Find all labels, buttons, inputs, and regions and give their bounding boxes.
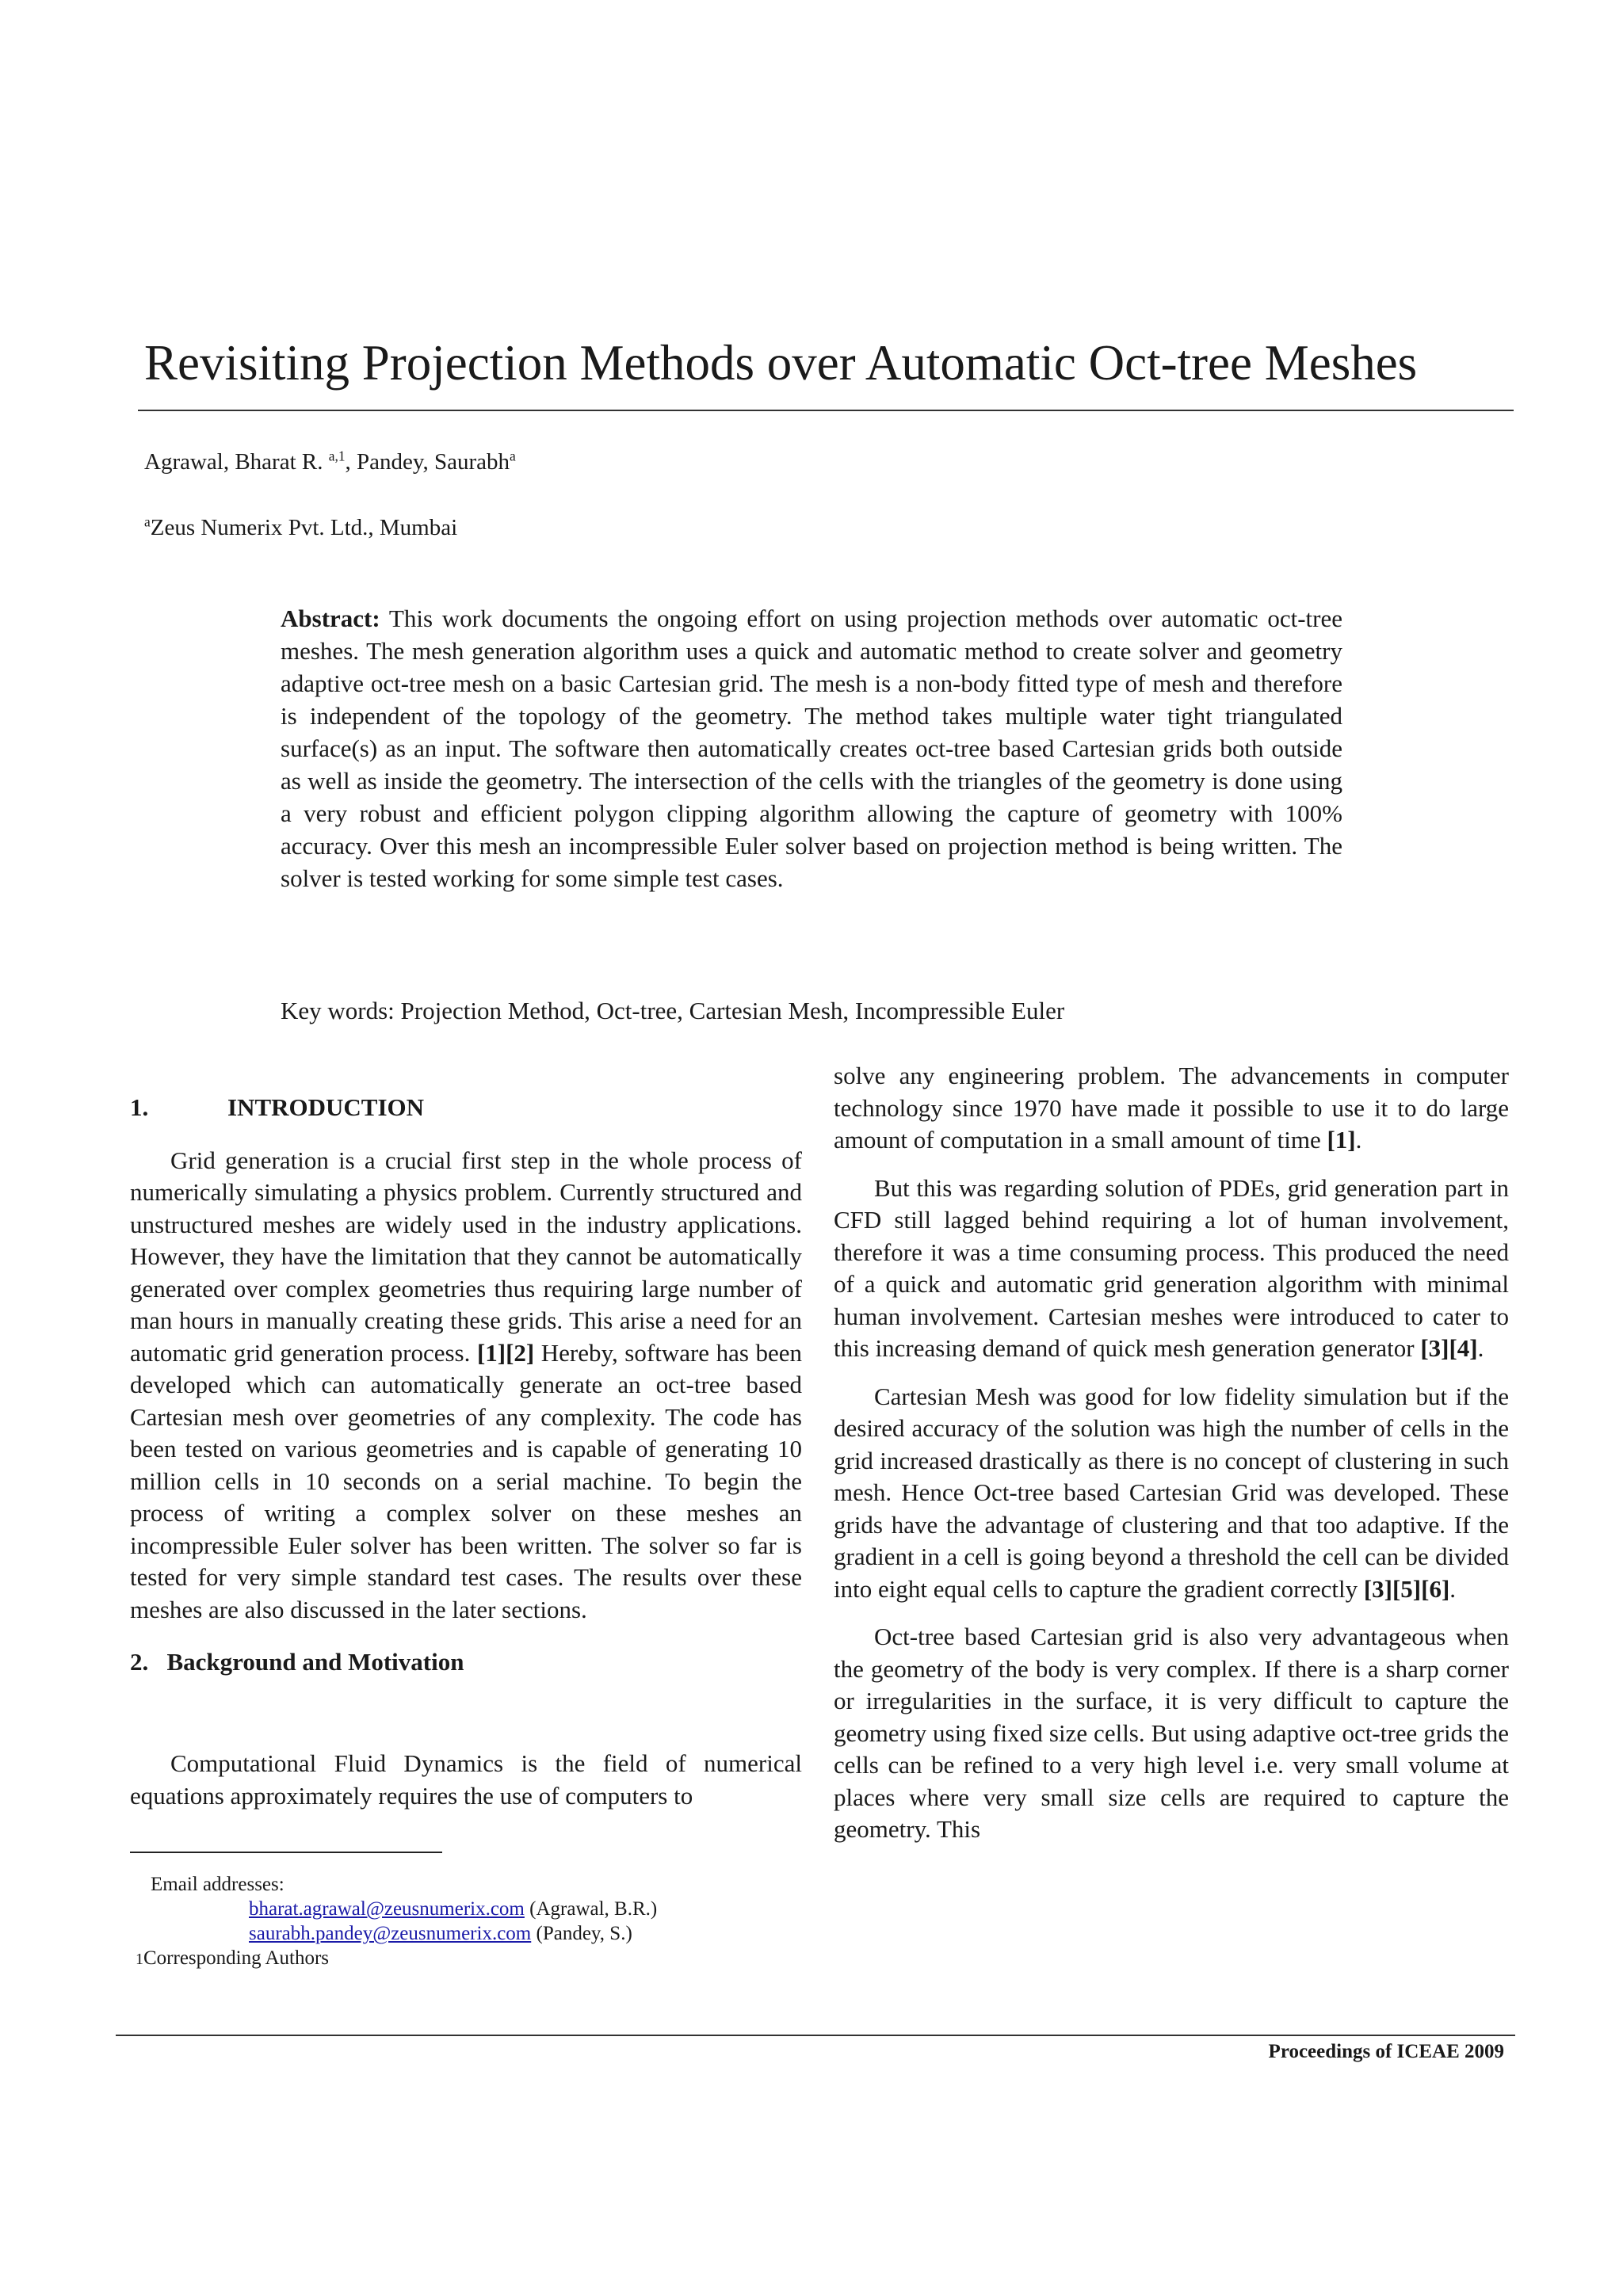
author-1: Agrawal, Bharat R. xyxy=(144,449,329,475)
author-separator: , xyxy=(345,449,357,475)
citation: [3][5][6] xyxy=(1363,1574,1450,1603)
keywords: Key words: Projection Method, Oct-tree, Cartesian Mesh, Incompressible Euler xyxy=(281,997,1065,1024)
email-link-2[interactable]: saurabh.pandey@zeusnumerix.com xyxy=(249,1923,532,1944)
section-1-number: 1. xyxy=(130,1093,149,1121)
citation: [3][4] xyxy=(1420,1334,1478,1362)
abstract xyxy=(281,602,1342,894)
email-entry-2 xyxy=(151,1921,657,1946)
section-2-p1-left: Computational Fluid Dynamics is the field of numerical equations approximately requires the use of computers to xyxy=(130,1749,802,1810)
section-1-paragraph xyxy=(130,1145,802,1627)
affiliation-text: Zeus Numerix Pvt. Ltd., Mumbai xyxy=(150,515,458,540)
citation: [1][2] xyxy=(476,1338,535,1367)
email-label: Email addresses: xyxy=(151,1874,285,1895)
footnotes xyxy=(136,1872,658,1972)
footer-divider xyxy=(116,2035,1515,2036)
corresponding-text: Corresponding Authors xyxy=(143,1947,330,1969)
section-1-heading xyxy=(130,1092,802,1124)
proceedings-footer: Proceedings of ICEAE 2009 xyxy=(1268,2041,1504,2062)
email-entry-1 xyxy=(151,1897,657,1921)
paper-title: Revisiting Projection Methods over Automatic Oct-tree Meshes xyxy=(144,335,1418,391)
section-2-p2 xyxy=(834,1173,1509,1365)
section-1-text-a: Grid generation is a crucial first step in the whole process of numerically simulating a physics problem. Currently structured and unstructured meshes are widely used in the industry applications. However, they have the limitation that they cannot be automatically generated over complex geometries thus requiring large number of man hours in manually creating these grids. This arise a need for an automatic grid generation process. xyxy=(130,1146,802,1367)
author-1-affiliation-mark: a,1 xyxy=(328,448,346,464)
email-1-owner: (Agrawal, B.R.) xyxy=(524,1898,658,1920)
title-divider xyxy=(138,410,1514,411)
author-2-affiliation-mark: a xyxy=(510,448,516,464)
footnote-divider xyxy=(130,1852,442,1853)
affiliation-line xyxy=(144,515,457,541)
section-1-text-b: Hereby, software has been developed which can automatically generate an oct-tree based Cartesian mesh over geometries of any complexity. The code has been tested on various geometries and is capable of generating 10 million cells in 10 seconds on a serial machine. To begin the process of writing a complex solver on these meshes an incompressible Euler solver has been written. The solver so far is tested for very simple standard test cases. The results over these meshes are also discussed in the later sections. xyxy=(130,1338,802,1623)
section-2-p2-end: . xyxy=(1477,1334,1484,1362)
corresponding-note xyxy=(136,1946,657,1972)
section-2-number: 2. xyxy=(130,1648,149,1676)
citation: [1] xyxy=(1327,1126,1356,1154)
abstract-text: This work documents the ongoing effort on using projection methods over automatic oct-tree meshes. The mesh generation algorithm uses a quick and automatic method to create solver and geometry adaptive oct-tree mesh on a basic Cartesian grid. The mesh is a non-body fitted type of mesh and therefore is independent of the topology of the geometry. The method takes multiple water tight triangulated surface(s) as an input. The software then automatically creates oct-tree based Cartesian grids both outside as well as inside the geometry. The intersection of the cells with the triangles of the geometry is done using a very robust and efficient polygon clipping algorithm allowing the capture of geometry with 100% accuracy. Over this mesh an incompressible Euler solver based on projection method is being written. The solver is tested working for some simple test cases. xyxy=(281,605,1342,892)
affiliation-mark: a xyxy=(144,513,151,530)
left-column xyxy=(130,1092,802,1695)
email-2-owner: (Pandey, S.) xyxy=(531,1923,632,1944)
section-1-title: INTRODUCTION xyxy=(227,1093,425,1121)
right-column xyxy=(834,1060,1509,1862)
section-2-title: Background and Motivation xyxy=(166,1648,464,1676)
author-line xyxy=(144,449,516,475)
section-2-heading xyxy=(130,1646,802,1679)
section-2-p3-end: . xyxy=(1449,1574,1457,1603)
section-2-p1-end: . xyxy=(1355,1126,1362,1154)
section-2-p3 xyxy=(834,1381,1509,1606)
section-2-p4: Oct-tree based Cartesian grid is also very advantageous when the geometry of the body is very complex. If there is a sharp corner or irregularities in the surface, it is very difficult to capture the geometry using fixed size cells. But using adaptive oct-tree grids the cells can be refined to a very high level i.e. very small volume at places where very small size cells are required to capture the geometry. This xyxy=(834,1623,1509,1843)
section-2-p3-text: Cartesian Mesh was good for low fidelity simulation but if the desired accuracy of the solution was high the number of cells in the grid increased drastically as there is no concept of clustering in such mesh. Hence Oct-tree based Cartesian Grid was developed. These grids have the advantage of clustering and that too adaptive. If the gradient in a cell is going beyond a threshold the cell can be divided into eight equal cells to capture the gradient correctly xyxy=(834,1382,1509,1603)
author-2: Pandey, Saurabh xyxy=(357,449,510,475)
abstract-label: Abstract: xyxy=(281,605,380,632)
email-link-1[interactable]: bharat.agrawal@zeusnumerix.com xyxy=(249,1898,525,1920)
section-2-p1-continued: solve any engineering problem. The advancements in computer technology since 1970 have made it possible to use it to do large amount of computation in a small amount of time [1]. xyxy=(834,1062,1509,1154)
corresponding-mark: 1 xyxy=(136,1951,143,1968)
section-2-p2-text: But this was regarding solution of PDEs, grid generation part in CFD still lagged behind requiring a lot of human involvement, therefore it was a time consuming process. This produced the need of a quick and automatic grid generation algorithm with minimal human involvement. Cartesian meshes were introduced to cater to this increasing demand of quick mesh generation generator xyxy=(834,1173,1509,1362)
section-2-paragraph-start xyxy=(130,1748,802,1812)
